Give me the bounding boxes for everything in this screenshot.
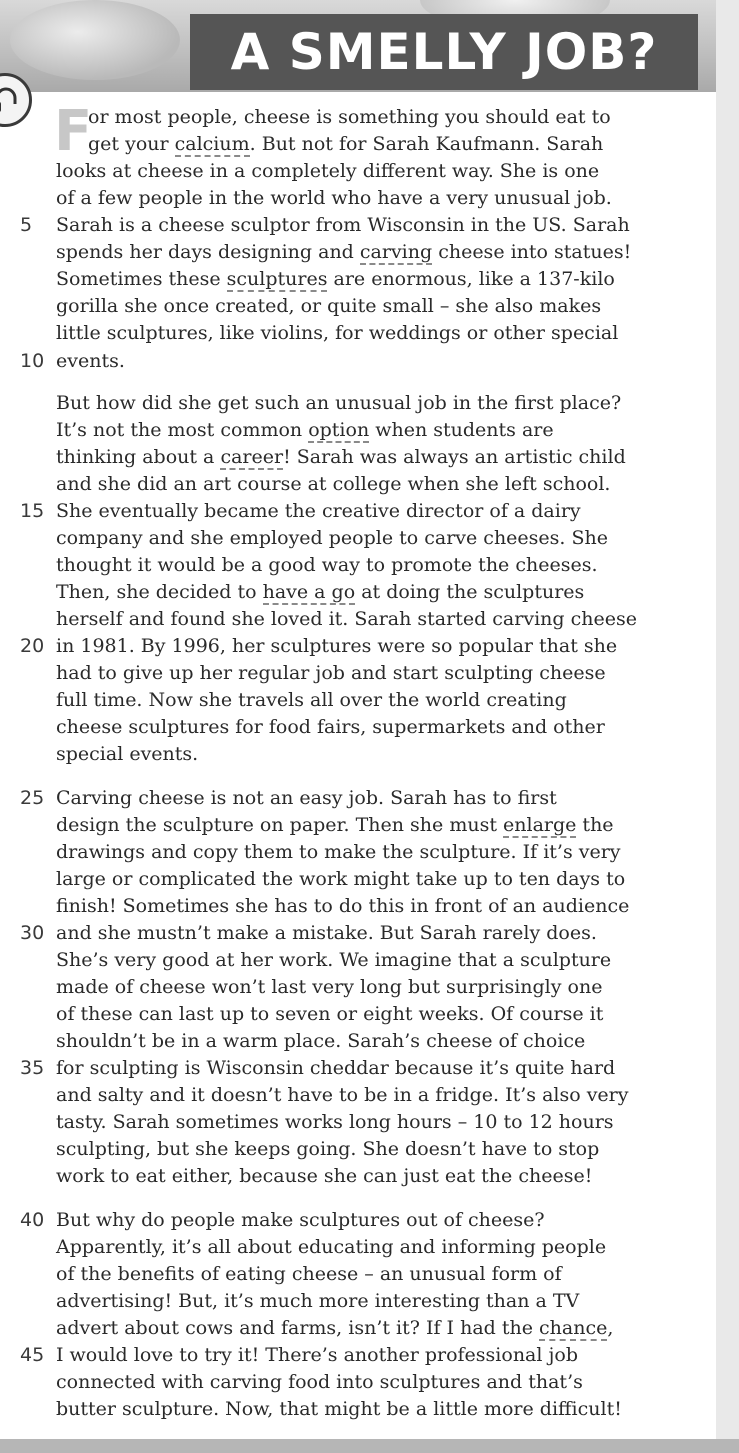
text-segment: drawings and copy them to make the sculpture. If it’s very	[56, 841, 621, 863]
text-line	[56, 839, 621, 866]
text-segment: spends her days designing and	[56, 241, 360, 263]
glossary-word[interactable]: career	[220, 446, 284, 468]
text-line	[56, 1028, 585, 1055]
glossary-word[interactable]: carving	[359, 241, 433, 263]
glossary-word[interactable]: have a go	[262, 581, 356, 603]
text-segment: Carving cheese is not an easy job. Sarah has to first	[56, 787, 557, 809]
text-line	[56, 390, 621, 417]
text-line	[56, 1109, 614, 1136]
text-line	[56, 1055, 615, 1082]
line-number: 40	[20, 1209, 45, 1231]
text-line	[56, 1234, 606, 1261]
text-line	[56, 320, 618, 347]
text-segment: shouldn’t be in a warm place. Sarah’s cheese of choice	[56, 1030, 586, 1052]
text-segment: when students are	[369, 419, 554, 441]
text-segment: I would love to try it! There’s another professional job	[56, 1344, 578, 1366]
text-segment: little sculptures, like violins, for weddings or other special	[56, 322, 619, 344]
text-line	[56, 1082, 629, 1109]
text-segment: and she did an art course at college when she left school.	[56, 473, 611, 495]
text-line	[56, 158, 599, 185]
text-segment: thought it would be a good way to promote the cheeses.	[56, 554, 598, 576]
text-line	[56, 812, 614, 839]
text-line	[56, 866, 625, 893]
text-line	[56, 974, 602, 1001]
text-line	[56, 687, 567, 714]
text-segment: of these can last up to seven or eight weeks. Of course it	[56, 1003, 604, 1025]
text-line	[56, 471, 610, 498]
text-segment: cheese sculptures for food fairs, supermarkets and other	[56, 716, 605, 738]
text-line	[56, 1207, 545, 1234]
text-segment: thinking about a	[56, 446, 221, 468]
text-line	[56, 633, 617, 660]
text-segment: advert about cows and farms, isn’t it? If I had the	[56, 1317, 540, 1339]
text-line	[56, 525, 608, 552]
text-segment: get your	[88, 133, 175, 155]
text-line	[56, 893, 629, 920]
text-segment: But why do people make sculptures out of cheese?	[56, 1209, 545, 1231]
drop-cap: F	[54, 99, 93, 164]
text-line	[56, 920, 597, 947]
text-segment: design the sculpture on paper. Then she must	[56, 814, 504, 836]
text-line	[56, 444, 626, 471]
glossary-word[interactable]: option	[308, 419, 370, 441]
text-line	[56, 1315, 613, 1342]
text-segment: had to give up her regular job and start sculpting cheese	[56, 662, 606, 684]
text-segment: She eventually became the creative director of a dairy	[56, 500, 581, 522]
text-segment: ,	[607, 1317, 614, 1339]
text-line	[56, 1136, 599, 1163]
text-segment: work to eat either, because she can just eat the cheese!	[56, 1165, 593, 1187]
text-line	[56, 266, 615, 293]
text-segment: Apparently, it’s all about educating and informing people	[56, 1236, 607, 1258]
text-segment: Sarah is a cheese sculptor from Wisconsin in the US. Sarah	[56, 214, 630, 236]
text-segment: large or complicated the work might take up to ten days to	[56, 868, 626, 890]
text-segment: and salty and it doesn’t have to be in a fridge. It’s also very	[56, 1084, 629, 1106]
text-line	[56, 185, 612, 212]
text-segment: of the benefits of eating cheese – an unusual form of	[56, 1263, 562, 1285]
text-line	[56, 1261, 562, 1288]
text-segment: and she mustn’t make a mistake. But Sarah rarely does.	[56, 922, 597, 944]
text-segment: looks at cheese in a completely different way. She is one	[56, 160, 600, 182]
text-segment: the	[576, 814, 614, 836]
text-segment: She’s very good at her work. We imagine that a sculpture	[56, 949, 612, 971]
text-line	[56, 714, 605, 741]
glossary-word[interactable]: enlarge	[503, 814, 577, 836]
text-segment: connected with carving food into sculptures and that’s	[56, 1371, 583, 1393]
line-number: 5	[20, 214, 33, 236]
text-line	[88, 104, 611, 131]
text-line	[56, 293, 601, 320]
text-segment: ! Sarah was always an artistic child	[283, 446, 626, 468]
line-number: 20	[20, 635, 45, 657]
text-segment: Sometimes these	[56, 268, 227, 290]
glossary-word[interactable]: sculptures	[226, 268, 328, 290]
text-segment: It’s not the most common	[56, 419, 309, 441]
line-number: 45	[20, 1344, 45, 1366]
text-line	[56, 1396, 622, 1423]
text-line	[56, 606, 637, 633]
text-line	[56, 1001, 603, 1028]
text-segment: tasty. Sarah sometimes works long hours – 10 to 12 hours	[56, 1111, 614, 1133]
line-number: 15	[20, 500, 45, 522]
text-line	[56, 1288, 579, 1315]
text-segment: made of cheese won’t last very long but surprisingly one	[56, 976, 603, 998]
text-segment: or most people, cheese is something you should eat to	[88, 106, 611, 128]
text-segment: events.	[56, 350, 125, 372]
headphones-icon	[0, 86, 17, 114]
photo-hand-shape	[10, 0, 180, 80]
text-segment: . But not for Sarah Kaufmann. Sarah	[249, 133, 604, 155]
text-segment: cheese into statues!	[432, 241, 632, 263]
text-line	[56, 1342, 578, 1369]
text-line	[56, 239, 631, 266]
text-line	[56, 741, 198, 768]
text-line	[56, 498, 581, 525]
text-line	[56, 1163, 592, 1190]
text-segment: in 1981. By 1996, her sculptures were so popular that she	[56, 635, 618, 657]
text-segment: But how did she get such an unusual job in the first place?	[56, 392, 622, 414]
text-line	[88, 131, 603, 158]
text-line	[56, 785, 557, 812]
text-segment: gorilla she once created, or quite small – she also makes	[56, 295, 602, 317]
text-segment: are enormous, like a 137-kilo	[327, 268, 615, 290]
text-line	[56, 947, 611, 974]
text-line	[56, 1369, 583, 1396]
text-segment: for sculpting is Wisconsin cheddar because it’s quite hard	[56, 1057, 616, 1079]
page-edge-strip	[716, 0, 739, 1453]
text-segment: finish! Sometimes she has to do this in front of an audience	[56, 895, 630, 917]
text-line	[56, 552, 598, 579]
text-segment: Then, she decided to	[56, 581, 263, 603]
page-bottom-strip	[0, 1439, 739, 1453]
line-number: 35	[20, 1057, 45, 1079]
line-number: 30	[20, 922, 45, 944]
title-banner	[190, 14, 698, 90]
text-line	[56, 660, 606, 687]
line-number: 10	[20, 350, 45, 372]
text-line	[56, 579, 584, 606]
text-line	[56, 348, 125, 375]
text-segment: herself and found she loved it. Sarah started carving cheese	[56, 608, 637, 630]
line-number: 25	[20, 787, 45, 809]
text-line	[56, 212, 630, 239]
text-segment: company and she employed people to carve cheeses. She	[56, 527, 608, 549]
glossary-word[interactable]: chance	[539, 1317, 608, 1339]
text-segment: full time. Now she travels all over the world creating	[56, 689, 567, 711]
glossary-word[interactable]: calcium	[174, 133, 250, 155]
page-title: A SMELLY JOB?	[230, 23, 658, 81]
text-line	[56, 417, 554, 444]
text-segment: sculpting, but she keeps going. She doesn’t have to stop	[56, 1138, 600, 1160]
text-segment: of a few people in the world who have a very unusual job.	[56, 187, 612, 209]
text-segment: butter sculpture. Now, that might be a little more difficult!	[56, 1398, 622, 1420]
text-segment: special events.	[56, 743, 199, 765]
text-segment: advertising! But, it’s much more interesting than a TV	[56, 1290, 580, 1312]
text-segment: at doing the sculptures	[355, 581, 585, 603]
